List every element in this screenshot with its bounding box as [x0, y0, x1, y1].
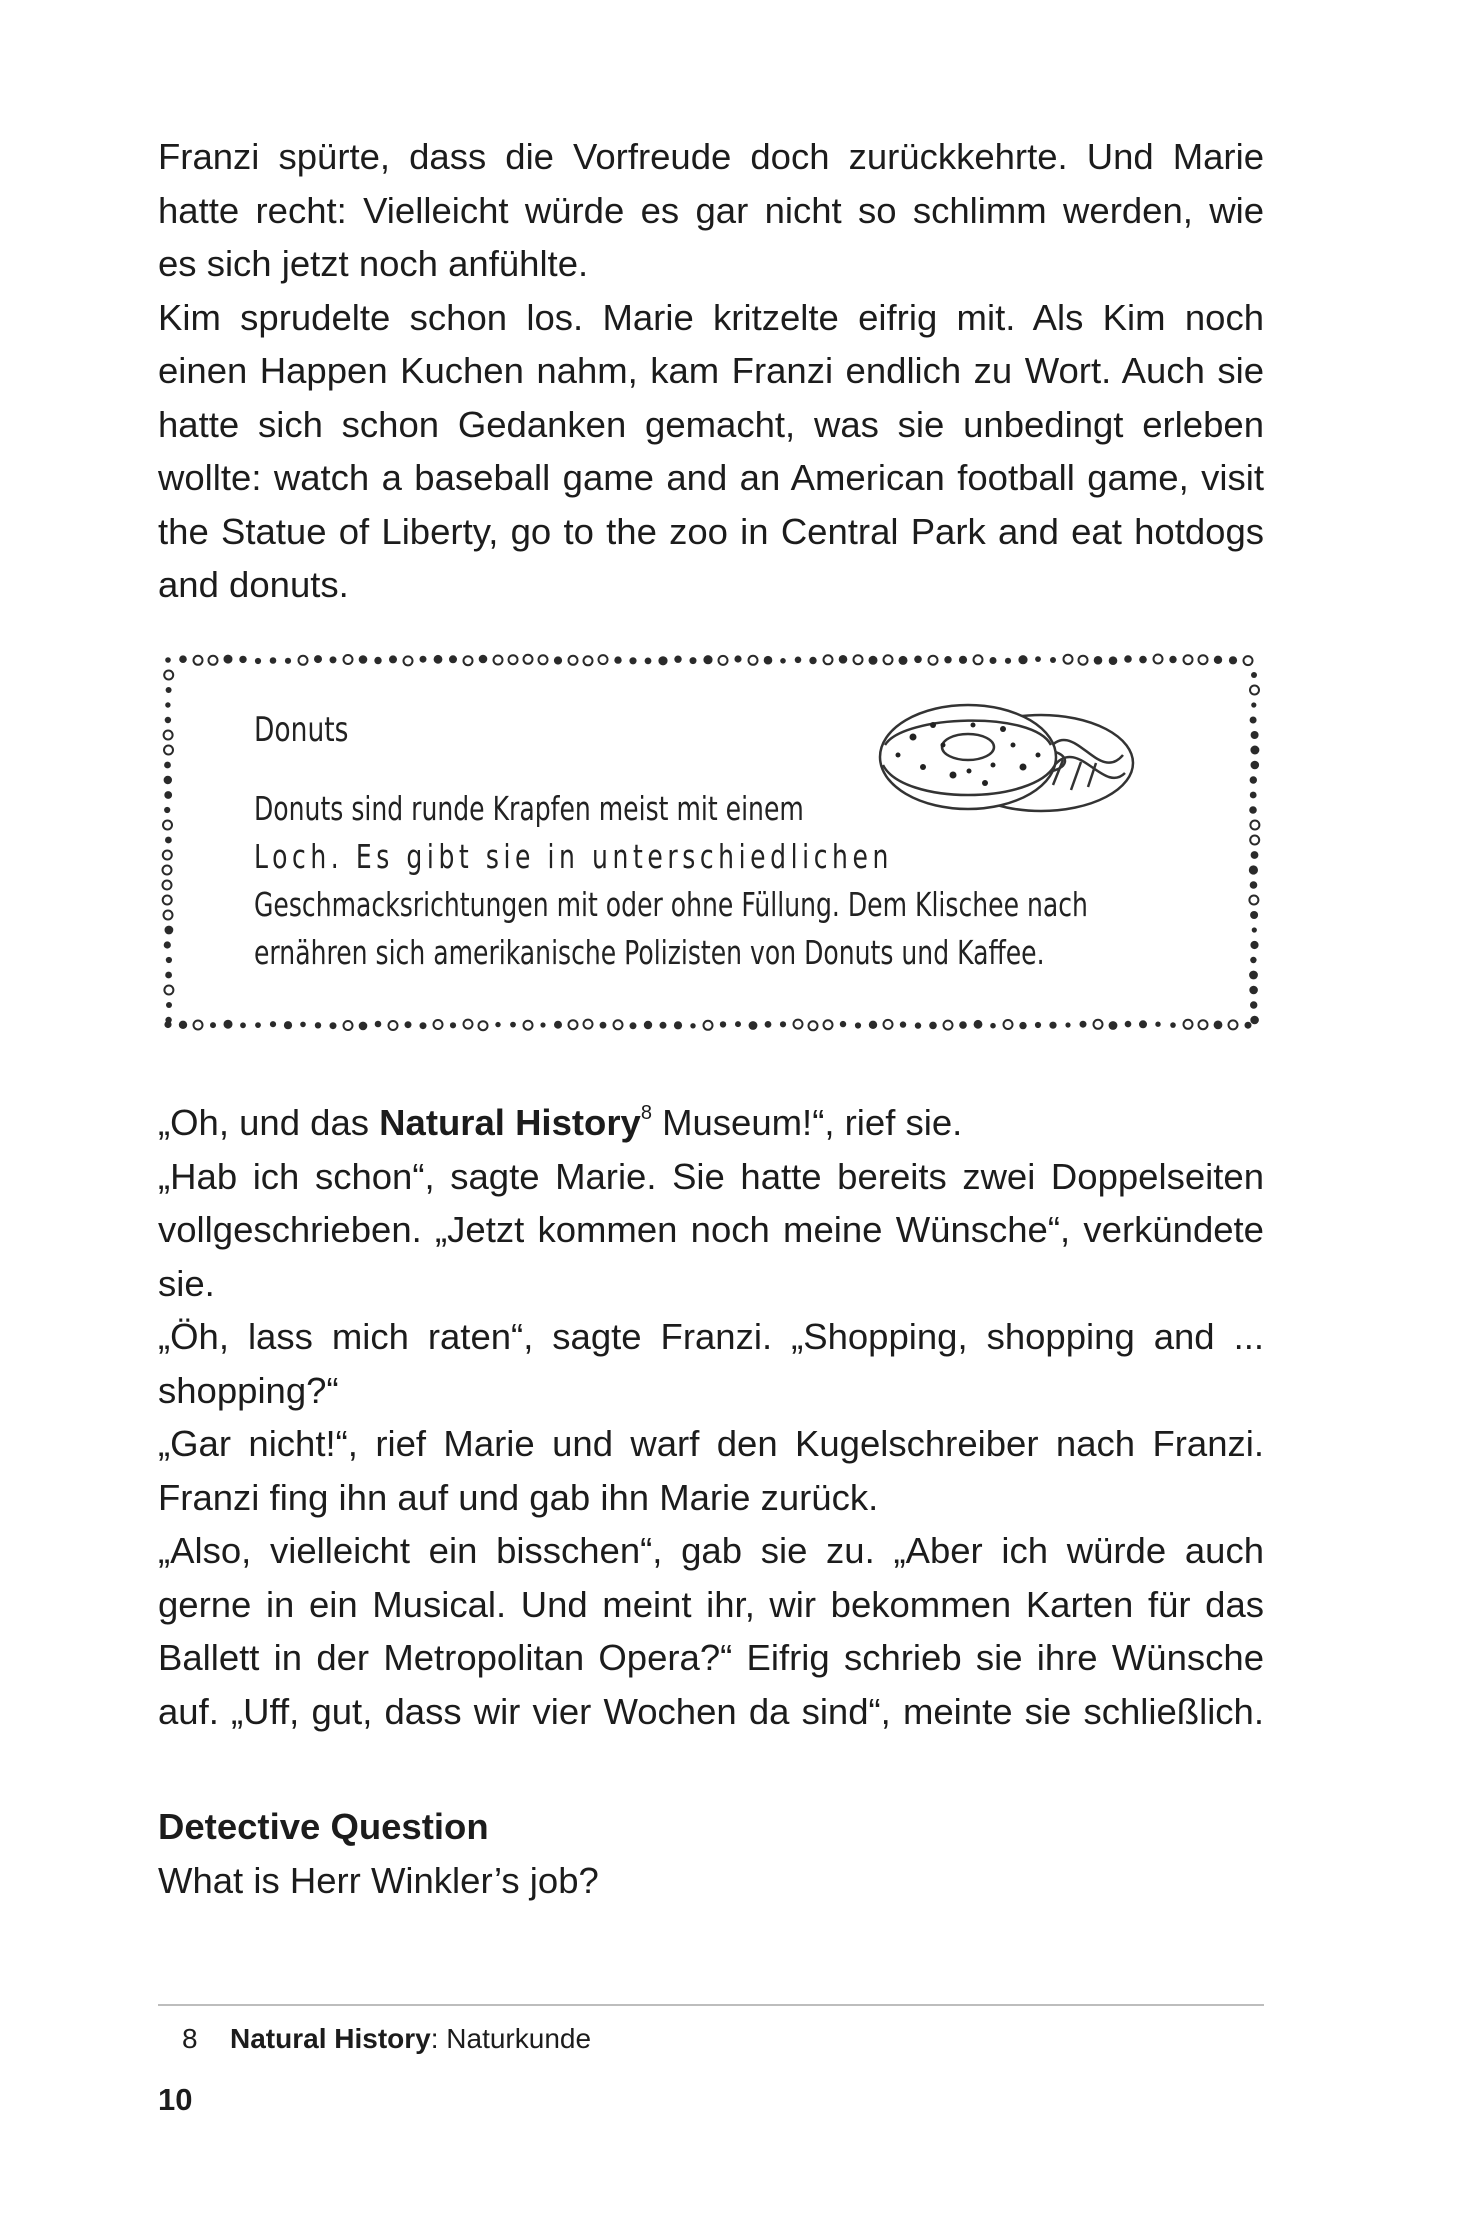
detective-question: What is Herr Winkler’s job? [158, 1859, 599, 1901]
text-line: „Hab ich schon“, sagte Marie. Sie hatte bereits zwei Doppelseiten [158, 1155, 1264, 1197]
border-dot [165, 657, 171, 663]
border-dot [1184, 1020, 1193, 1029]
info-box-line: Donuts sind runde Krapfen meist mit einem [254, 789, 804, 828]
border-dot [1065, 1022, 1070, 1027]
border-dot [359, 655, 368, 664]
border-dot [194, 656, 203, 665]
border-dot [584, 1020, 593, 1029]
text-line: es sich jetzt noch anfühlte. [158, 243, 589, 284]
border-dot [449, 655, 457, 663]
border-dot [644, 1021, 652, 1029]
border-dot [1252, 927, 1257, 932]
text-line: auf. „Uff, gut, dass wir vier Wochen da sind“, meinte sie schließlich. [158, 1690, 1264, 1732]
border-dot [1050, 657, 1056, 663]
border-dot [839, 655, 848, 664]
border-dot [899, 656, 908, 665]
border-dot [1005, 658, 1011, 664]
dialogue-paragraph [158, 1096, 1264, 1738]
border-dot [479, 655, 488, 664]
border-dot [1214, 1021, 1223, 1030]
border-dot [300, 1022, 306, 1028]
border-dot [1250, 957, 1256, 963]
text-line: Franzi spürte, dass die Vorfreude doch zurückkehrte. Und Marie [158, 136, 1264, 177]
border-dot [285, 658, 291, 664]
border-dot [944, 1021, 953, 1030]
border-dot [224, 655, 233, 664]
border-dot [749, 656, 758, 665]
border-dot [510, 1022, 516, 1028]
border-dot [330, 656, 337, 663]
border-dot [389, 655, 397, 663]
border-dot [164, 746, 173, 755]
border-dot [239, 656, 246, 663]
border-dot [434, 655, 443, 664]
border-dot [1080, 1021, 1087, 1028]
border-dot [330, 1022, 337, 1029]
text-line: wollte: watch a baseball game and an American football game, visit [158, 457, 1264, 498]
border-dot [1109, 1021, 1118, 1030]
border-dot [1035, 656, 1041, 662]
border-dot [165, 926, 174, 935]
border-dot [165, 972, 172, 979]
border-dot [674, 656, 681, 663]
border-dot [1199, 655, 1208, 664]
border-dot [284, 1021, 292, 1029]
border-dot [959, 656, 967, 664]
footnote-number: 8 [182, 2023, 198, 2054]
border-dot [1125, 1021, 1132, 1028]
border-dot [1094, 1020, 1103, 1029]
border-dot [749, 1021, 758, 1030]
border-dot [929, 656, 938, 665]
border-dot [1251, 761, 1260, 770]
detective-heading: Detective Question [158, 1806, 489, 1847]
intro-paragraph [158, 130, 1264, 612]
border-dot [1251, 702, 1256, 707]
border-dot [1139, 1020, 1147, 1028]
border-dot [374, 657, 381, 664]
text-line: hatte recht: Vielleicht würde es gar nicht so schlimm werden, wie [158, 189, 1264, 231]
info-box-title: Donuts [254, 710, 349, 750]
border-dot [524, 1021, 533, 1030]
border-dot [1184, 655, 1193, 664]
border-dot [824, 1020, 833, 1029]
text-line: and donuts. [158, 564, 349, 605]
border-dot [164, 776, 172, 784]
border-dot [704, 1021, 713, 1030]
border-dot [1004, 1020, 1013, 1029]
border-dot [1250, 686, 1259, 695]
border-dot [959, 1021, 967, 1029]
border-dot [434, 1020, 443, 1029]
border-dot [164, 807, 170, 813]
border-dot [509, 655, 518, 664]
page-number: 10 [158, 2082, 193, 2117]
border-dot [1249, 865, 1258, 874]
border-dot [163, 866, 172, 875]
border-dot [703, 655, 712, 664]
border-dot [1064, 655, 1073, 664]
border-dot [824, 655, 833, 664]
border-dot [164, 671, 173, 680]
border-dot [270, 1021, 276, 1027]
border-dot [1250, 836, 1259, 845]
border-dot [1035, 1022, 1041, 1028]
border-dot [194, 1021, 203, 1030]
border-dot [255, 658, 261, 664]
border-dot [450, 1022, 456, 1028]
border-dot [270, 657, 277, 664]
border-dot [524, 655, 533, 664]
border-dot [1250, 717, 1257, 724]
footnote-definition: Naturkunde [438, 2023, 592, 2054]
border-dot [344, 655, 353, 664]
border-dot [569, 656, 578, 665]
border-dot [974, 1020, 983, 1029]
border-dot [794, 1020, 803, 1029]
border-dot [1155, 1022, 1160, 1027]
border-dot [1124, 655, 1132, 663]
border-dot [163, 896, 172, 905]
border-dot [1170, 1022, 1176, 1028]
border-dot [614, 1020, 623, 1029]
border-dot [764, 656, 773, 665]
border-dot [166, 687, 172, 693]
border-dot [884, 1020, 893, 1029]
border-dot [974, 655, 983, 664]
footnote-ref: 8 [640, 1102, 652, 1124]
border-dot [494, 656, 503, 665]
border-dot [165, 702, 170, 707]
border-dot [660, 1022, 667, 1029]
border-dot [1251, 731, 1259, 739]
text-line [158, 1096, 1264, 1150]
border-dot [163, 851, 172, 860]
border-dot [495, 1022, 500, 1027]
border-dot [990, 657, 997, 664]
border-dot [1250, 746, 1259, 755]
footnote-separator: : [430, 2023, 439, 2054]
border-dot [164, 762, 171, 769]
border-dot [1251, 672, 1257, 678]
border-dot [314, 655, 322, 663]
border-dot [900, 1021, 906, 1027]
border-dot [630, 1022, 637, 1029]
border-dot [554, 1021, 562, 1029]
border-dot [1250, 1016, 1259, 1025]
border-dot [735, 1021, 741, 1027]
text-line: Ballett in der Metropolitan Opera?“ Eifrig schrieb sie ihre Wünsche [158, 1637, 1264, 1678]
border-dot [600, 1022, 607, 1029]
border-dot [915, 1022, 921, 1028]
border-dot [209, 656, 218, 665]
border-dot [855, 1022, 861, 1028]
donut-icon [873, 695, 1143, 825]
border-dot [165, 837, 172, 844]
border-dot [719, 656, 728, 665]
text-line: the Statue of Liberty, go to the zoo in Central Park and eat hotdogs [158, 510, 1264, 552]
text-line: sie. [158, 1262, 215, 1304]
border-dot [164, 911, 173, 920]
border-dot [179, 655, 187, 663]
border-dot [1199, 1020, 1208, 1029]
border-dot [734, 655, 741, 662]
border-dot [929, 1022, 937, 1030]
border-dot [869, 656, 878, 665]
border-dot [1019, 1022, 1026, 1029]
border-dot [1229, 1020, 1238, 1029]
border-dot [1250, 821, 1259, 830]
info-box-line: Loch. Es gibt sie in unterschiedlichen [254, 837, 893, 876]
border-dot [569, 1020, 578, 1029]
border-dot [720, 1021, 726, 1027]
detective-question-section [158, 1800, 1264, 1907]
border-dot [164, 731, 173, 740]
border-dot [420, 656, 427, 663]
info-box-line: Geschmacksrichtungen mit oder ohne Füllung. Dem Klischee nach [254, 885, 1088, 924]
border-dot [1245, 1022, 1252, 1029]
border-dot [1250, 792, 1257, 799]
text-line: einen Happen Kuchen nahm, kam Franzi endlich zu Wort. Auch sie [158, 350, 1264, 391]
footnote [182, 2020, 591, 2058]
border-dot [1249, 806, 1257, 814]
border-dot [795, 657, 802, 664]
border-dot [780, 658, 786, 664]
border-dot [1250, 1001, 1257, 1008]
border-dot [914, 656, 922, 664]
border-dot [224, 1020, 233, 1029]
border-dot [240, 1022, 246, 1028]
border-dot [1094, 656, 1103, 665]
footnote-divider [158, 2004, 1264, 2006]
border-dot [299, 656, 308, 665]
border-dot [165, 717, 171, 723]
border-dot [464, 656, 473, 665]
border-dot [1018, 655, 1027, 664]
border-dot [884, 655, 893, 664]
text-fragment: Museum!“, rief sie. [651, 1102, 963, 1143]
border-dot [1109, 656, 1118, 665]
border-dot [164, 791, 172, 799]
border-dot [1250, 881, 1258, 889]
border-dot [1079, 656, 1088, 665]
border-dot [599, 655, 608, 664]
border-dot [210, 1022, 216, 1028]
border-dot [629, 657, 636, 664]
text-line: „Also, vielleicht ein bisschen“, gab sie zu. „Aber ich würde auch [158, 1530, 1264, 1571]
border-dot [479, 1021, 488, 1030]
text-line: gerne in ein Musical. Und meint ihr, wir bekommen Karten für das [158, 1583, 1264, 1625]
border-dot [1250, 776, 1257, 783]
border-dot [554, 656, 562, 664]
border-dot [179, 1021, 187, 1029]
border-dot [780, 1021, 786, 1027]
border-dot [405, 1021, 412, 1028]
border-dot [1249, 986, 1258, 995]
border-dot [163, 881, 172, 890]
border-dot [765, 1021, 772, 1028]
text-line: „Öh, lass mich raten“, sagte Franzi. „Shopping, shopping and ... [158, 1316, 1264, 1357]
border-dot [690, 657, 697, 664]
border-dot [1049, 1022, 1056, 1029]
border-dot [658, 656, 667, 665]
border-dot [674, 1021, 682, 1029]
border-dot [420, 1022, 427, 1029]
border-dot [375, 1021, 382, 1028]
text-line: shopping?“ [158, 1369, 339, 1411]
border-dot [464, 1020, 473, 1029]
border-dot [1251, 851, 1259, 859]
border-dot [164, 986, 173, 995]
border-dot [389, 1021, 398, 1030]
text-fragment: „Oh, und das [158, 1102, 380, 1143]
info-box [158, 650, 1264, 1035]
border-dot [1229, 656, 1237, 664]
border-dot [166, 957, 172, 963]
border-dot [359, 1022, 368, 1031]
border-dot [255, 1022, 261, 1028]
border-dot [1244, 656, 1253, 665]
border-dot [344, 1021, 353, 1030]
border-dot [645, 658, 652, 665]
border-dot [990, 1023, 996, 1029]
border-dot [1250, 911, 1258, 919]
text-line: hatte sich schon Gedanken gemacht, was sie unbedingt erleben [158, 403, 1264, 445]
border-dot [540, 1022, 545, 1027]
border-dot [164, 941, 171, 948]
border-dot [404, 656, 413, 665]
border-dot [690, 1023, 695, 1028]
footnote-term: Natural History [230, 2023, 431, 2054]
text-line: Franzi fing ihn auf und gab ihn Marie zurück. [158, 1476, 879, 1518]
border-dot [539, 655, 548, 664]
border-dot [809, 657, 816, 664]
border-dot [166, 1002, 172, 1008]
text-line: Kim sprudelte schon los. Marie kritzelte eifrig mit. Als Kim noch [158, 296, 1264, 338]
border-dot [1169, 656, 1176, 663]
border-dot [809, 1021, 818, 1030]
border-dot [1154, 655, 1163, 664]
border-dot [1249, 971, 1258, 980]
border-dot [1139, 656, 1147, 664]
border-dot [584, 656, 593, 665]
border-dot [944, 656, 951, 663]
text-line: „Gar nicht!“, rief Marie und warf den Kugelschreiber nach Franzi. [158, 1423, 1264, 1464]
border-dot [163, 821, 172, 830]
border-dot [1249, 896, 1258, 905]
border-dot [854, 655, 863, 664]
text-line: vollgeschrieben. „Jetzt kommen noch meine Wünsche“, verkündete [158, 1209, 1264, 1250]
border-dot [165, 1017, 171, 1023]
natural-history-term: Natural History [379, 1102, 641, 1143]
info-box-line: ernähren sich amerikanische Polizisten von Donuts und Kaffee. [254, 933, 1045, 972]
border-dot [315, 1022, 321, 1028]
border-dot [1250, 941, 1258, 949]
border-dot [1214, 656, 1222, 664]
border-dot [840, 1021, 846, 1027]
border-dot [869, 1021, 877, 1029]
border-dot [614, 656, 621, 663]
donut-front-icon [880, 705, 1056, 809]
